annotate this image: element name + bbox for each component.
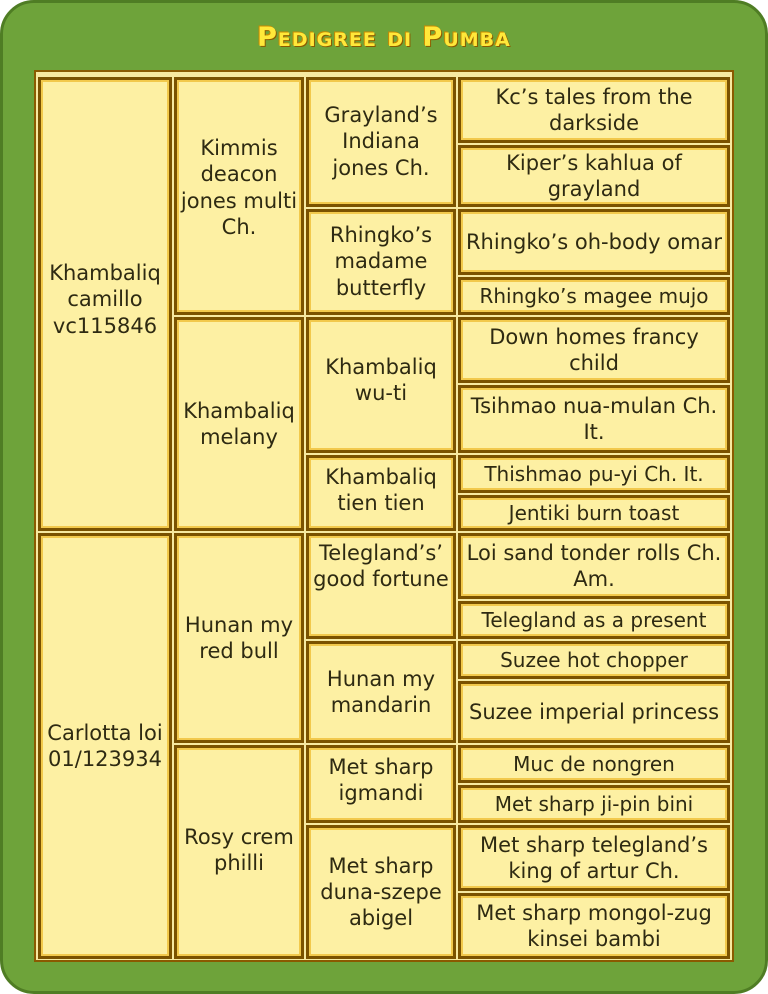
great-grandparent-name: Hunan my mandarin — [326, 667, 436, 718]
ancestor-name: Kc’s tales from the darkside — [495, 84, 693, 135]
parent-dam-cell — [38, 533, 172, 959]
ancestor-name: Tsihmao nua-mulan Ch. It. — [470, 393, 718, 444]
ancestor-cell — [458, 641, 730, 679]
ancestor-name: Met sharp mongol-zug kinsei bambi — [476, 900, 712, 951]
great-grandparent-cell — [306, 641, 456, 743]
great-grandparent-cell — [306, 825, 456, 959]
ancestor-cell — [458, 455, 730, 493]
ancestor-name: Suzee hot chopper — [500, 647, 688, 672]
great-grandparent-name: Khambaliq tien tien — [325, 465, 437, 516]
ancestor-cell — [458, 681, 730, 743]
ancestor-name: Muc de nongren — [513, 751, 675, 776]
great-grandparent-name: Met sharp duna-szepe abigel — [320, 853, 442, 931]
ancestor-name: Met sharp ji-pin bini — [494, 791, 694, 816]
ancestor-name: Kiper’s kahlua of grayland — [506, 150, 682, 201]
great-grandparent-cell — [306, 317, 456, 453]
ancestor-cell — [458, 145, 730, 207]
parent-dam-name: Carlotta loi 01/123934 — [47, 720, 163, 771]
ancestor-cell — [458, 785, 730, 823]
great-grandparent-cell — [306, 745, 456, 823]
page-title: Pedigree di Pumba — [257, 22, 511, 53]
ancestor-cell — [458, 209, 730, 275]
grandparent-dam-dam-cell — [174, 745, 304, 959]
grandparent-dam-sire-name: Hunan my red bull — [184, 612, 294, 663]
great-grandparent-name: Rhingko’s madame butterfly — [329, 223, 433, 300]
grandparent-sire-sire-cell — [174, 77, 304, 315]
great-grandparent-cell — [306, 209, 456, 315]
grandparent-dam-dam-name: Rosy crem philli — [184, 825, 294, 876]
ancestor-cell — [458, 385, 730, 453]
ancestor-name: Thishmao pu-yi Ch. It. — [484, 461, 704, 486]
parent-sire-cell — [38, 77, 172, 531]
grandparent-sire-dam-cell — [174, 317, 304, 531]
ancestor-name: Rhingko’s oh-body omar — [465, 229, 723, 254]
great-grandparent-cell — [306, 77, 456, 207]
great-grandparent-cell — [306, 533, 456, 639]
ancestor-name: Rhingko’s magee mujo — [479, 283, 709, 308]
ancestor-cell — [458, 495, 730, 531]
ancestor-name: Met sharp telegland’s king of artur Ch. — [480, 832, 708, 883]
ancestor-cell — [458, 317, 730, 383]
ancestor-name: Suzee imperial princess — [468, 699, 720, 724]
grandparent-dam-sire-cell — [174, 533, 304, 743]
ancestor-name: Telegland as a present — [481, 607, 707, 632]
ancestor-name: Jentiki burn toast — [508, 500, 680, 525]
pedigree-grid — [34, 70, 734, 962]
parent-sire-name: Khambaliq camillo vc115846 — [49, 261, 161, 338]
great-grandparent-name: Telegland’s’ good fortune — [313, 541, 449, 592]
great-grandparent-name: Met sharp igmandi — [328, 755, 434, 806]
grandparent-sire-sire-name: Kimmis deacon jones multi Ch. — [180, 136, 298, 239]
ancestor-cell — [458, 745, 730, 783]
ancestor-cell — [458, 77, 730, 143]
ancestor-cell — [458, 893, 730, 959]
grandparent-sire-dam-name: Khambaliq melany — [183, 398, 295, 449]
ancestor-cell — [458, 601, 730, 639]
ancestor-name: Loi sand tonder rolls Ch. Am. — [466, 540, 722, 591]
great-grandparent-cell — [306, 455, 456, 531]
ancestor-cell — [458, 825, 730, 891]
ancestor-cell — [458, 277, 730, 315]
great-grandparent-name: Khambaliq wu-ti — [325, 355, 437, 406]
great-grandparent-name: Grayland’s Indiana jones Ch. — [324, 103, 438, 180]
ancestor-name: Down homes francy child — [489, 324, 699, 375]
ancestor-cell — [458, 533, 730, 599]
